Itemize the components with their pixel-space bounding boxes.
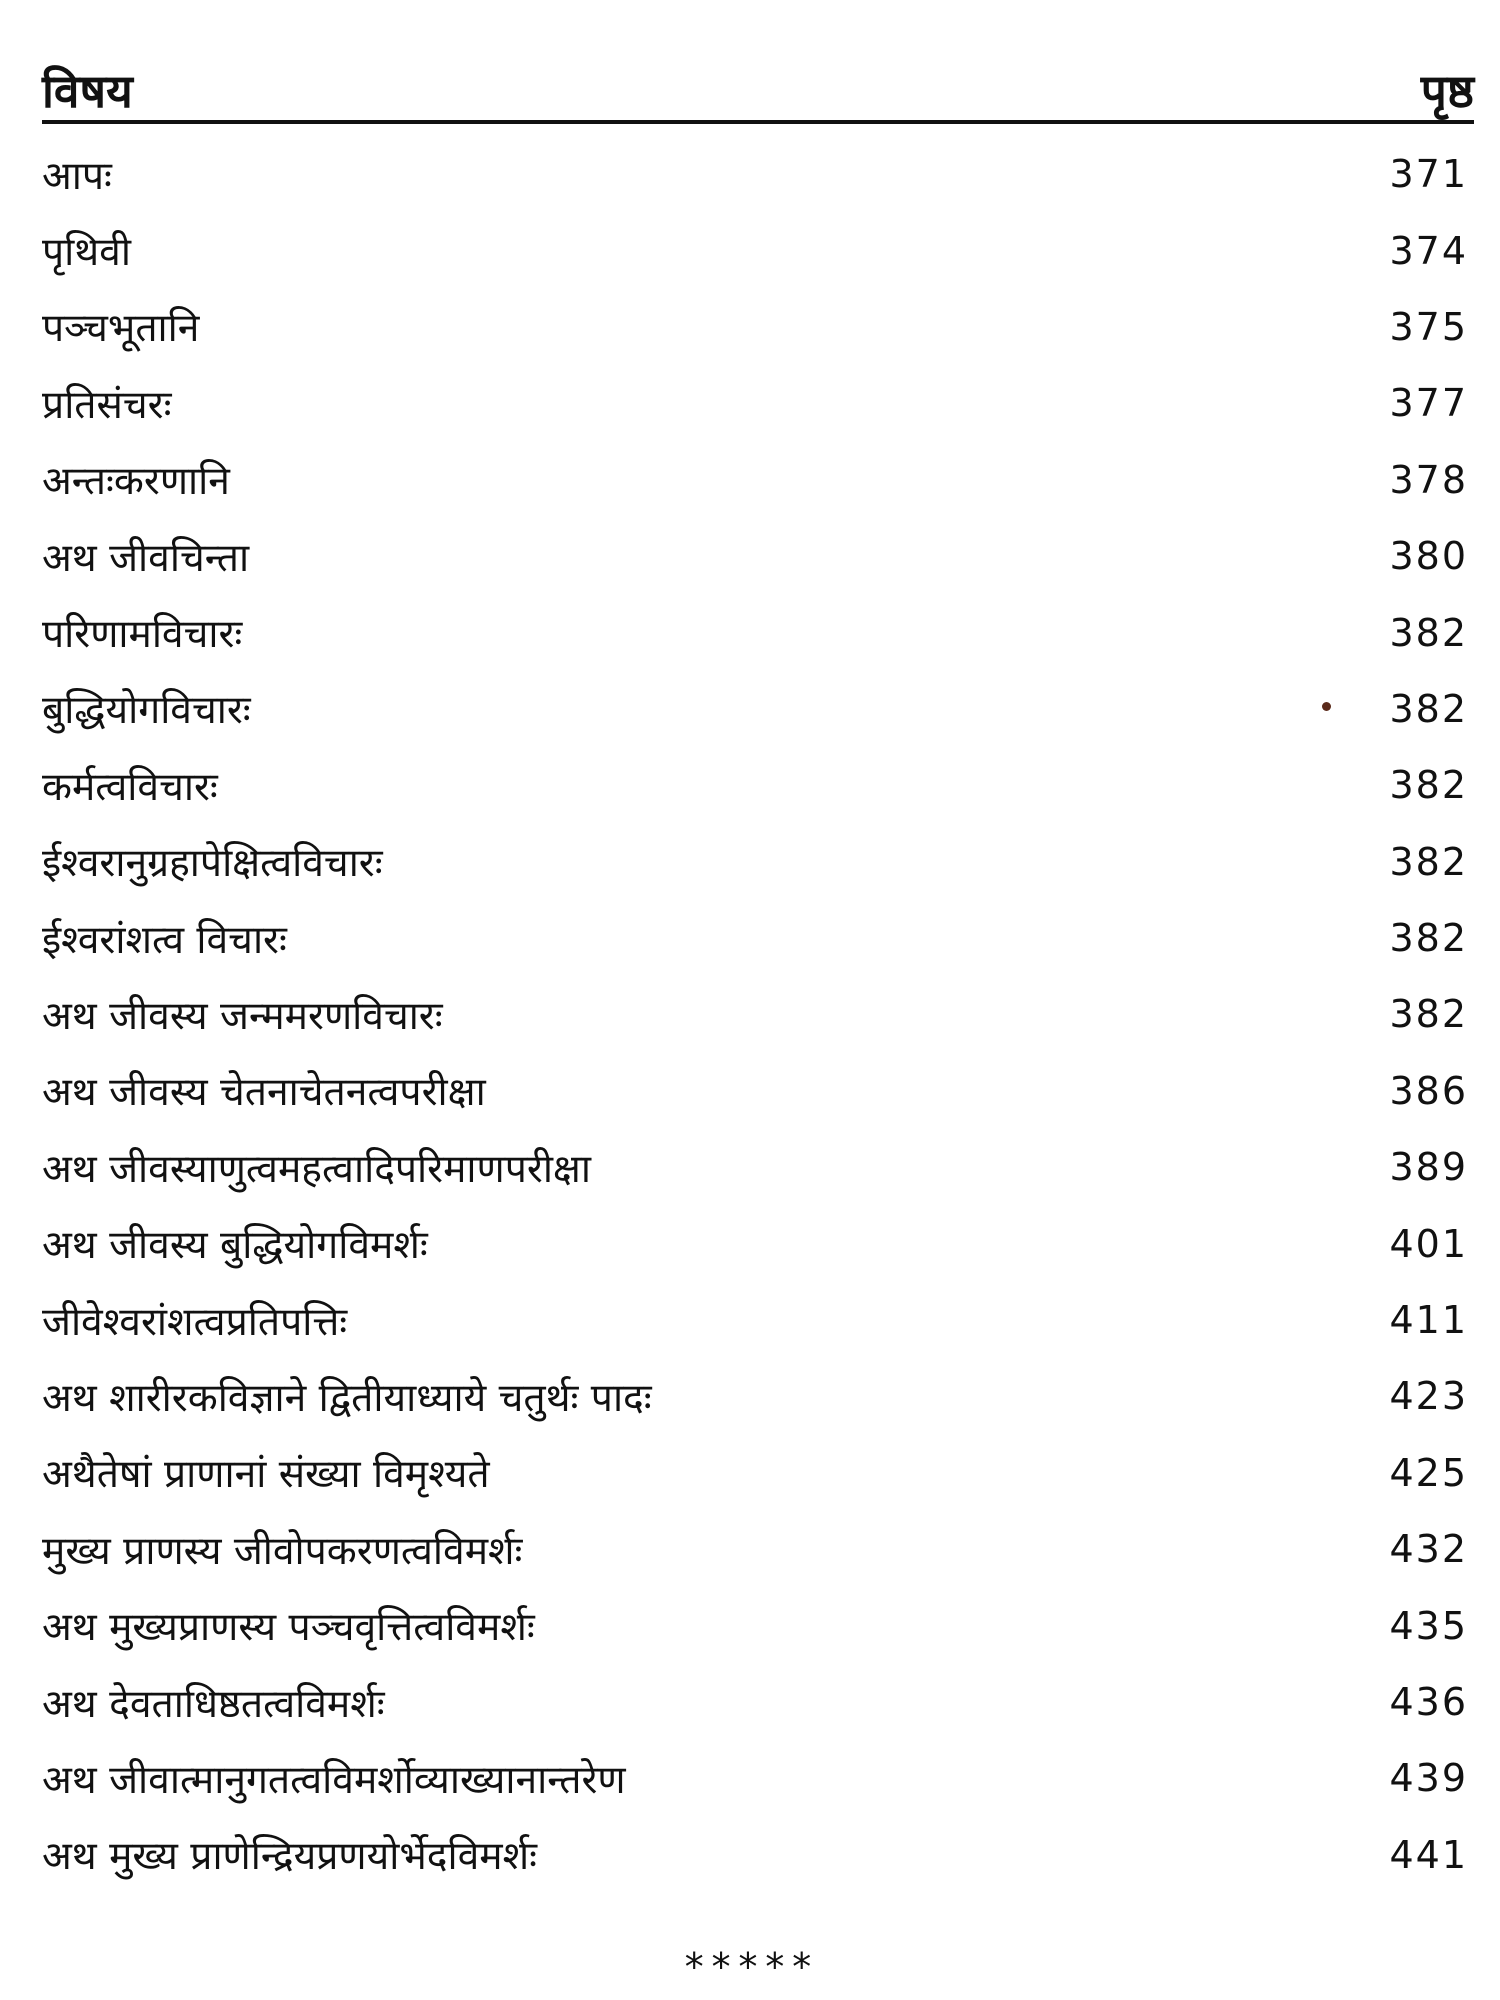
toc-entry-title: कर्मत्वविचारः xyxy=(42,764,218,810)
toc-entry-page: 439 xyxy=(1389,1756,1468,1801)
toc-entry-page: 425 xyxy=(1389,1450,1468,1495)
toc-entry-title: अथ मुख्यप्राणस्य पञ्चवृत्तित्वविमर्शः xyxy=(42,1605,535,1651)
toc-entry xyxy=(42,671,1474,747)
toc-entry-page: 441 xyxy=(1389,1832,1468,1877)
toc-entry-title: ईश्वरांशत्व विचारः xyxy=(42,917,287,963)
toc-entry-page: 382 xyxy=(1389,686,1468,731)
toc-header xyxy=(42,62,1474,120)
toc-entry xyxy=(42,1358,1474,1434)
toc-entry-title: अथ मुख्य प्राणेन्द्रियप्रणयोर्भेदविमर्शः xyxy=(42,1834,537,1880)
toc-entry-title: प्रतिसंचरः xyxy=(42,382,172,428)
toc-entry-title: अन्तःकरणानि xyxy=(42,459,230,505)
toc-entry-title: पृथिवी xyxy=(42,230,131,276)
toc-entry xyxy=(42,1205,1474,1281)
toc-entry xyxy=(42,1053,1474,1129)
toc-entry-page: 382 xyxy=(1389,763,1468,808)
toc-entry-title: जीवेश्वरांशत्वप्रतिपत्तिः xyxy=(42,1299,348,1345)
toc-entry-page: 401 xyxy=(1389,1221,1468,1266)
header-rule xyxy=(42,120,1474,124)
toc-entry-page: 377 xyxy=(1389,381,1468,426)
toc-entry xyxy=(42,594,1474,670)
toc-entry xyxy=(42,1587,1474,1663)
toc-entry-page: 411 xyxy=(1389,1298,1468,1343)
toc-entry-title: अथ जीवचिन्ता xyxy=(42,535,250,581)
toc-entry-page: 386 xyxy=(1389,1068,1468,1113)
toc-entry-title: परिणामविचारः xyxy=(42,612,243,658)
toc-entry-title: अथ जीवात्मानुगतत्वविमर्शोव्याख्यानान्तरेण xyxy=(42,1757,626,1803)
toc-entry-page: 374 xyxy=(1389,228,1468,273)
toc-entry xyxy=(42,1282,1474,1358)
toc-entry-page: 389 xyxy=(1389,1145,1468,1190)
toc-entry-page: 423 xyxy=(1389,1374,1468,1419)
table-of-contents xyxy=(42,62,1474,1893)
toc-entry-title: अथ जीवस्य जन्ममरणविचारः xyxy=(42,993,443,1039)
toc-entry xyxy=(42,976,1474,1052)
toc-entry xyxy=(42,1129,1474,1205)
toc-entry-title: ईश्वरानुग्रहापेक्षित्वविचारः xyxy=(42,841,383,887)
toc-entry xyxy=(42,518,1474,594)
toc-entry xyxy=(42,1740,1474,1816)
toc-entry-page: 382 xyxy=(1389,839,1468,884)
toc-entry-page: 382 xyxy=(1389,916,1468,961)
toc-entry-page: 375 xyxy=(1389,304,1468,349)
toc-entry-title: बुद्धियोगविचारः xyxy=(42,688,251,734)
toc-entry-page: 436 xyxy=(1389,1680,1468,1724)
toc-entry xyxy=(42,747,1474,823)
toc-entry-title: अथ जीवस्याणुत्वमहत्वादिपरिमाणपरीक्षा xyxy=(42,1146,591,1192)
toc-entry xyxy=(42,136,1474,212)
toc-entry-title: अथ शारीरकविज्ञाने द्वितीयाध्याये चतुर्थः पादः xyxy=(42,1375,652,1421)
toc-entry-page: 378 xyxy=(1389,457,1468,502)
toc-entry-title: अथैतेषां प्राणानां संख्या विमृश्यते xyxy=(42,1452,490,1498)
toc-entry-page: 435 xyxy=(1389,1603,1468,1648)
ink-speck xyxy=(1322,702,1331,711)
page-column-heading: पृष्ठ xyxy=(1420,64,1474,118)
toc-entry-title: आपः xyxy=(42,153,112,199)
toc-entry xyxy=(42,1817,1474,1893)
end-mark: ***** xyxy=(682,1945,818,1989)
toc-entry xyxy=(42,212,1474,288)
toc-entry xyxy=(42,365,1474,441)
toc-entry xyxy=(42,289,1474,365)
toc-entry-page: 382 xyxy=(1389,610,1468,655)
toc-entry-page: 371 xyxy=(1389,152,1468,197)
toc-entry-title: अथ जीवस्य बुद्धियोगविमर्शः xyxy=(42,1223,428,1269)
toc-entry-title: पञ्चभूतानि xyxy=(42,306,200,352)
toc-entry xyxy=(42,1511,1474,1587)
toc-entry xyxy=(42,824,1474,900)
toc-entry xyxy=(42,900,1474,976)
subject-column-heading: विषय xyxy=(42,64,133,118)
toc-entry-title: मुख्य प्राणस्य जीवोपकरणत्वविमर्शः xyxy=(42,1528,523,1574)
toc-entry-page: 382 xyxy=(1389,992,1468,1037)
toc-entry-title: अथ जीवस्य चेतनाचेतनत्वपरीक्षा xyxy=(42,1070,486,1116)
toc-list xyxy=(42,136,1474,1893)
toc-entry-page: 380 xyxy=(1389,534,1468,579)
toc-entry xyxy=(42,1664,1474,1740)
toc-entry-title: अथ देवताधिष्ठतत्वविमर्शः xyxy=(42,1681,385,1727)
toc-entry xyxy=(42,1435,1474,1511)
toc-entry-page: 432 xyxy=(1389,1527,1468,1572)
toc-entry xyxy=(42,442,1474,518)
